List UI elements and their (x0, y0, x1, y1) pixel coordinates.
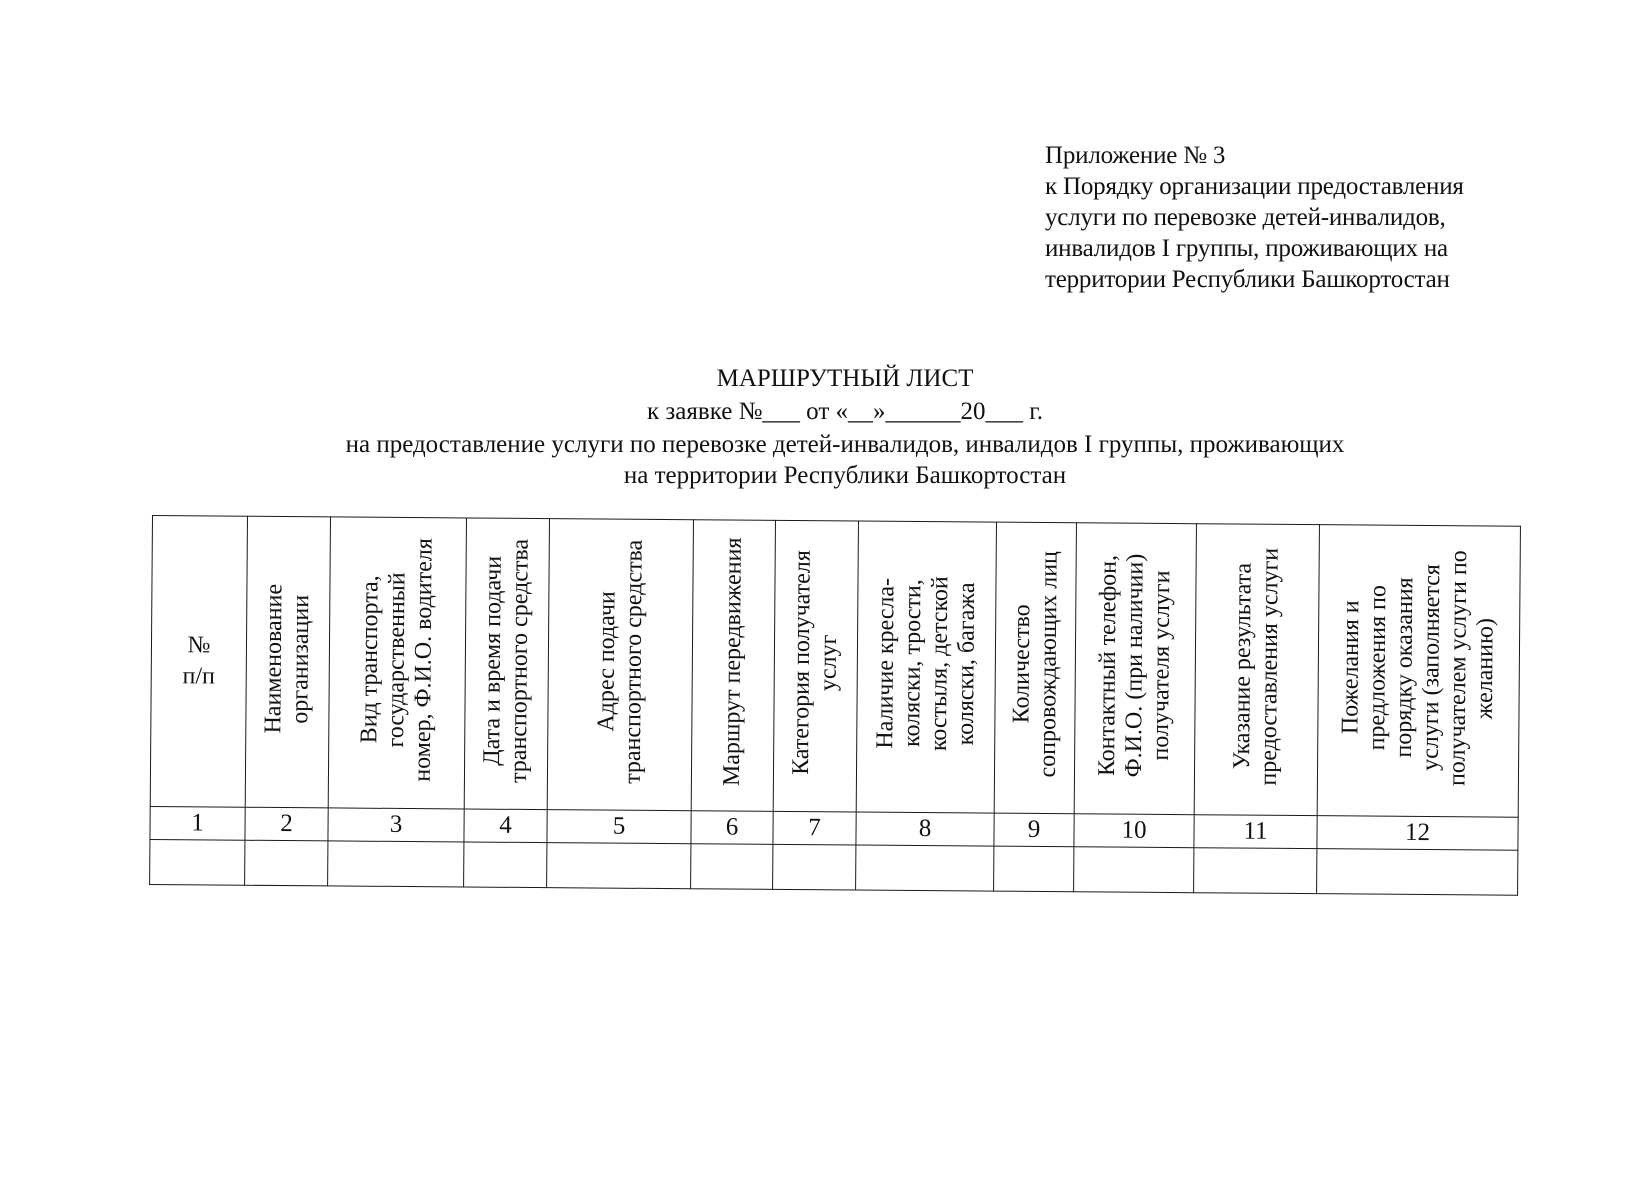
column-number: 2 (245, 807, 328, 841)
blank-cell[interactable] (328, 841, 464, 887)
blank-cell[interactable] (691, 844, 773, 890)
header-cell-datetime (464, 518, 549, 810)
header-text: получателя услуги (1148, 570, 1176, 761)
header-text: Указание результата (1229, 562, 1257, 770)
blank-cell[interactable] (856, 845, 994, 891)
header-text: Дата и время подачи (479, 555, 507, 766)
blank-cell[interactable] (464, 842, 547, 888)
column-number: 6 (691, 811, 773, 845)
column-number: 8 (856, 812, 994, 846)
column-number: 5 (547, 810, 691, 844)
blank-cell[interactable] (1074, 847, 1194, 893)
header-text: номер, Ф.И.О. водителя (409, 537, 438, 782)
header-text: сопровождающих лиц (1034, 551, 1063, 778)
header-text: предложения по (1364, 584, 1392, 750)
column-number: 1 (150, 806, 245, 840)
table-header-row (150, 516, 1520, 818)
header-cell-category (773, 520, 858, 812)
header-text: Ф.И.О. (при наличии) (1121, 553, 1149, 778)
column-number: 12 (1317, 816, 1518, 851)
header-text: костыля, детской (925, 576, 954, 752)
blank-cell[interactable] (547, 843, 691, 889)
header-text: транспортного средства (505, 538, 534, 783)
header-text: Адрес подачи (592, 590, 621, 732)
header-text: коляски, трости, (898, 579, 927, 748)
blank-cell[interactable] (150, 839, 245, 885)
header-text: Маршрут передвижения (718, 537, 747, 787)
appendix-line: территории Республики Башкортостан (1045, 266, 1450, 293)
header-cell-route (691, 520, 775, 812)
header-text: Наименование (260, 583, 288, 734)
header-text: коляски, багажа (952, 582, 980, 746)
header-cell-address (547, 519, 693, 811)
header-text: желанию) (1472, 617, 1499, 719)
header-text: Количество (1008, 604, 1035, 724)
header-text: предоставления услуги (1255, 547, 1284, 786)
document-title: МАРШРУТНЫЙ ЛИСТ (716, 365, 974, 392)
header-text: Пожелания и (1337, 599, 1365, 735)
route-sheet-table (149, 515, 1521, 896)
column-number: 4 (464, 809, 547, 843)
header-text: Наличие кресла- (871, 577, 900, 749)
header-cell-organization (245, 516, 330, 808)
appendix-line: инвалидов I группы, проживающих на (1045, 235, 1448, 262)
column-number: 11 (1194, 815, 1317, 849)
header-cell-escorts (994, 522, 1076, 814)
column-number: 9 (994, 813, 1074, 847)
subtitle-line: на территории Республики Башкортостан (623, 462, 1067, 489)
header-text: п/п (182, 663, 216, 690)
header-text: № (187, 632, 211, 659)
blank-cell[interactable] (773, 844, 856, 890)
blank-cell[interactable] (1194, 848, 1317, 894)
header-text: транспортного средства (619, 539, 648, 784)
subtitle-line: на предоставление услуги по перевозке детей-инвалидов, инвалидов I группы, проживающих (345, 431, 1345, 458)
blank-cell[interactable] (994, 846, 1074, 892)
header-cell-number (150, 516, 247, 808)
header-cell-contact (1074, 523, 1196, 815)
header-cell-wishes (1317, 525, 1520, 818)
blank-cell[interactable] (1317, 849, 1518, 896)
appendix-line: к Порядку организации предоставления (1045, 173, 1464, 200)
header-text: услуги (заполняется (1418, 564, 1446, 772)
header-text: порядку оказания (1391, 577, 1419, 758)
header-cell-vehicle (328, 517, 466, 809)
header-text: получателем услуги по (1444, 549, 1473, 786)
column-number: 7 (773, 811, 856, 845)
header-text: государственный (383, 571, 411, 748)
request-line: к заявке №___ от «__»______20___ г. (647, 398, 1043, 425)
header-text: Контактный телефон, (1094, 554, 1122, 776)
column-number: 3 (328, 808, 464, 842)
blank-cell[interactable] (245, 840, 328, 886)
header-cell-equipment (856, 521, 996, 813)
column-number: 10 (1074, 814, 1194, 848)
appendix-line: Приложение № 3 (1045, 142, 1226, 169)
header-text: Категория получателя (788, 550, 816, 776)
header-text: организации (287, 594, 315, 724)
appendix-line: услуги по перевозке детей-инвалидов, (1045, 204, 1446, 231)
header-cell-result (1194, 524, 1319, 816)
header-text: Вид транспорта, (356, 575, 384, 744)
header-text: услуг (815, 634, 843, 692)
blank-entry-row (150, 839, 1518, 895)
appendix-block (1045, 140, 1525, 295)
